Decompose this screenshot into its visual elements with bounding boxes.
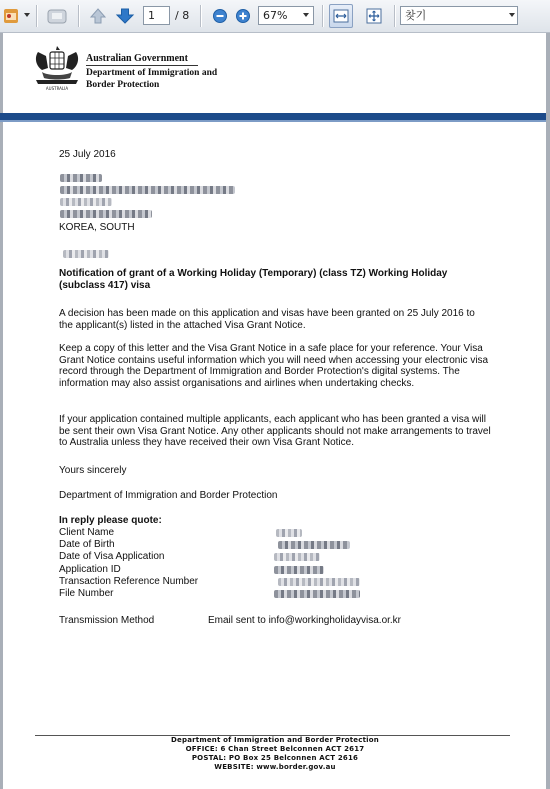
svg-text:AUSTRALIA: AUSTRALIA bbox=[45, 86, 69, 91]
letter-paragraph: Keep a copy of this letter and the Visa Grant Notice in a safe place for your reference. Your Visa Grant Notice contains useful information which you will need when accessing your electronic visa record through the Department of Immigration and Border Protection's digital systems. The information may also assist organisations and airlines when undertaking checks. bbox=[59, 343, 489, 389]
letter-paragraph: A decision has been made on this application and visas have been granted on 25 July 2016 to the applicant(s) listed in the attached Visa Grant Notice. bbox=[59, 308, 475, 331]
letter-paragraph: If your application contained multiple applicants, each applicant who has been granted a visa will be sent their own Visa Grant Notice. Any other applicants should not make arrangements to travel to Australia unless they have received their own Visa Grant Notice. bbox=[59, 414, 491, 449]
redacted-value bbox=[274, 590, 360, 598]
header-band-accent bbox=[0, 120, 546, 122]
reply-field-label: Date of Birth bbox=[59, 539, 115, 550]
page-number-input[interactable]: 1 bbox=[143, 6, 170, 25]
footer-department: Department of Immigration and Border Protection bbox=[171, 736, 379, 744]
zoom-in-icon[interactable] bbox=[233, 4, 253, 28]
redacted-address-line bbox=[60, 186, 235, 194]
reply-field-label: Date of Visa Application bbox=[59, 551, 165, 562]
redacted-value bbox=[276, 529, 302, 537]
redacted-name bbox=[60, 174, 102, 182]
print-icon[interactable] bbox=[0, 4, 22, 28]
page-total: / 8 bbox=[175, 9, 190, 22]
previous-page-icon[interactable] bbox=[88, 4, 108, 28]
closing: Yours sincerely bbox=[59, 465, 127, 476]
letterhead-divider bbox=[86, 65, 198, 66]
scrollbar[interactable] bbox=[546, 33, 550, 789]
redacted-salutation bbox=[63, 250, 109, 258]
signoff: Department of Immigration and Border Protection bbox=[59, 490, 278, 501]
chevron-down-icon[interactable] bbox=[24, 13, 30, 17]
search-input[interactable]: 찾기 bbox=[400, 6, 518, 25]
redacted-value bbox=[278, 541, 350, 549]
footer-website: WEBSITE: www.border.gov.au bbox=[214, 763, 336, 771]
chevron-down-icon[interactable] bbox=[509, 13, 515, 17]
reply-field-label: Client Name bbox=[59, 527, 115, 538]
redacted-value bbox=[274, 566, 324, 574]
full-screen-icon[interactable] bbox=[362, 4, 386, 28]
redacted-address-line bbox=[60, 210, 152, 218]
hand-tool-icon[interactable] bbox=[44, 4, 70, 28]
pdf-toolbar bbox=[0, 0, 550, 33]
redacted-address-line bbox=[60, 198, 112, 206]
zoom-value: 67% bbox=[263, 9, 288, 22]
address-country: KOREA, SOUTH bbox=[59, 222, 135, 233]
reply-field-label: Application ID bbox=[59, 564, 121, 575]
next-page-icon[interactable] bbox=[114, 4, 136, 28]
zoom-out-icon[interactable] bbox=[210, 4, 230, 28]
government-title: Australian Government bbox=[86, 53, 188, 64]
redacted-value bbox=[278, 578, 360, 586]
transmission-label: Transmission Method bbox=[59, 615, 155, 626]
footer-office: OFFICE: 6 Chan Street Belconnen ACT 2617 bbox=[185, 745, 365, 753]
letter-subject: Notification of grant of a Working Holiday (Temporary) (class TZ) Working Holiday (subclass 417) visa bbox=[59, 268, 448, 291]
footer-postal: POSTAL: PO Box 25 Belconnen ACT 2616 bbox=[191, 754, 359, 762]
header-band bbox=[0, 113, 546, 120]
transmission-value: Email sent to info@workingholidayvisa.or.kr bbox=[208, 615, 402, 626]
page-frame-left bbox=[0, 33, 3, 789]
reply-field-label: File Number bbox=[59, 588, 114, 599]
coat-of-arms-logo bbox=[30, 42, 84, 97]
chevron-down-icon[interactable] bbox=[303, 13, 309, 17]
reply-heading: In reply please quote: bbox=[59, 515, 162, 526]
department-name: Department of Immigration and Border Protection bbox=[86, 68, 218, 90]
redacted-value bbox=[274, 553, 320, 561]
reply-field-label: Transaction Reference Number bbox=[59, 576, 199, 587]
fit-width-icon[interactable] bbox=[329, 4, 353, 28]
letter-date: 25 July 2016 bbox=[59, 149, 116, 160]
